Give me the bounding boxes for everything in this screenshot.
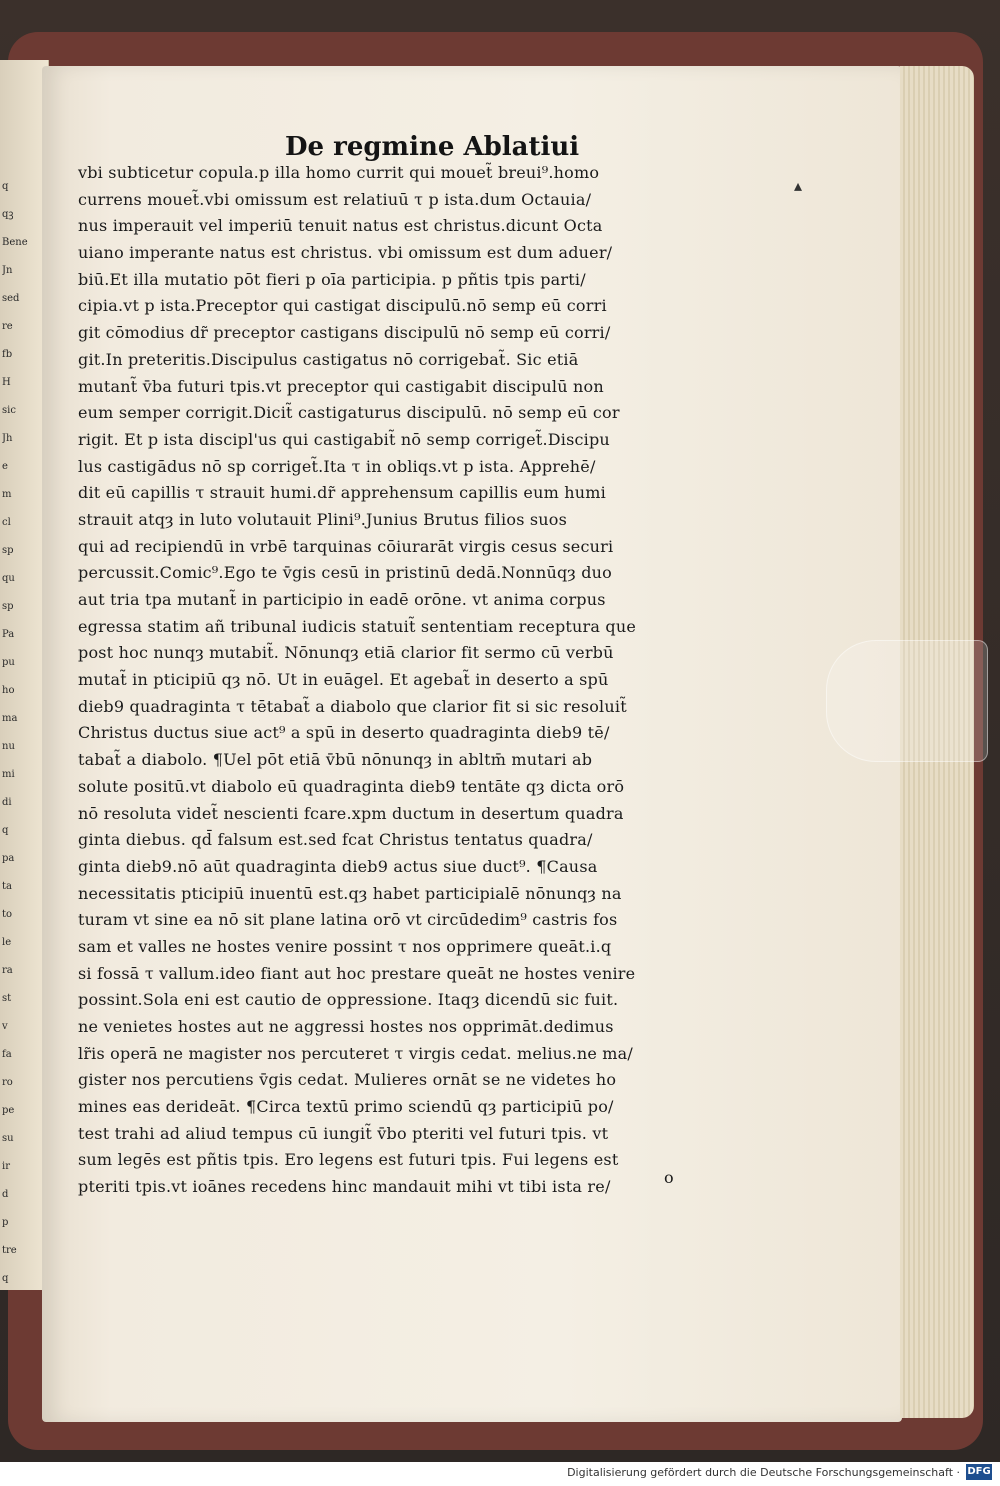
text-line: turam vt sine ea nō sit plane latina orō vt circūdedim⁹ castris fos xyxy=(78,910,618,930)
text-line: pteriti tpis.vt ioānes recedens hinc mandauit mihi vt tibi ista re/ xyxy=(78,1177,611,1197)
left-margin-fragment: re xyxy=(2,321,13,332)
text-line: mines eas derideāt. ¶Circa textū primo sciendū qȝ participiū po/ xyxy=(78,1097,614,1117)
left-margin-fragment: cl xyxy=(2,517,11,528)
body-text xyxy=(78,160,718,1201)
text-line: mutat̃ in pticipiū qȝ nō. Ut in euāgel. Et agebat̃ in deserto a spū xyxy=(78,670,609,690)
text-line: sum legēs est pñtis tpis. Ero legens est futuri tpis. Fui legens est xyxy=(78,1150,619,1170)
left-margin-fragment: sp xyxy=(2,601,14,612)
text-line: egressa statim añ tribunal iudicis statuit̃ sententiam receptura que xyxy=(78,616,637,636)
text-line: qui ad recipiendū in vrbē tarquinas cōiurarāt virgis cesus securi xyxy=(78,536,614,556)
left-margin-fragment: ho xyxy=(2,685,15,696)
left-margin-fragment: fb xyxy=(2,349,13,360)
text-line: cipia.vt p ista.Preceptor qui castigat discipulū.nō semp eū corri xyxy=(78,296,607,316)
left-margin-fragment: di xyxy=(2,797,12,808)
left-margin-fragment: m xyxy=(2,489,12,500)
text-line: ginta dieb9.nō aūt quadraginta dieb9 actus siue duct⁹. ¶Causa xyxy=(78,856,598,876)
text-line: tabat̃ a diabolo. ¶Uel pōt etiā v̄bū nōnunqȝ in abltm̄ mutari ab xyxy=(78,750,593,770)
text-line: si fossā τ vallum.ideo fiant aut hoc prestare queāt ne hostes venire xyxy=(78,963,636,983)
text-line: post hoc nunqȝ mutabit̃. Nōnunqȝ etiā clarior fit sermo cū verbū xyxy=(78,643,614,663)
page-clip xyxy=(826,640,988,762)
left-margin-fragment: ro xyxy=(2,1077,13,1088)
left-margin-fragment: sed xyxy=(2,293,20,304)
left-margin-fragment: tre xyxy=(2,1245,17,1256)
text-line: dieb9 quadraginta τ tētabat̃ a diabolo que clarior fit si sic resoluit̃ xyxy=(78,696,627,716)
text-line: percussit.Comic⁹.Ego te v̄gis cesū in pristinū dedā.Nonnūqȝ duo xyxy=(78,563,613,583)
text-line: aut tria tpa mutant̃ in participio in eadē orōne. vt anima corpus xyxy=(78,590,606,609)
left-margin-fragment: ta xyxy=(2,881,12,892)
text-line: biū.Et illa mutatio pōt fieri p oīa participia. p pñtis tpis parti/ xyxy=(78,269,586,289)
left-margin-fragment: fa xyxy=(2,1049,12,1060)
signature-mark: o xyxy=(664,1168,674,1187)
text-line: lus castigādus nō sp corriget̃.Ita τ in obliqs.vt p ista. Apprehē/ xyxy=(78,456,596,476)
left-margin-fragment: pa xyxy=(2,853,15,864)
left-margin-fragment: le xyxy=(2,937,12,948)
left-margin-fragment: q xyxy=(2,825,9,836)
footer-credit: Digitalisierung gefördert durch die Deutsche Forschungsgemeinschaft · xyxy=(567,1466,960,1479)
text-line: currens mouet̃.vbi omissum est relatiuū τ p ista.dum Octauia/ xyxy=(78,189,592,209)
text-line: nus imperauit vel imperiū tenuit natus est christus.dicunt Octa xyxy=(78,216,603,236)
left-margin-fragment: su xyxy=(2,1133,14,1144)
left-margin-fragment: p xyxy=(2,1217,9,1228)
text-line: solute positū.vt diabolo eū quadraginta dieb9 tentāte qȝ dicta orō xyxy=(78,776,625,796)
left-margin-fragment: Pa xyxy=(2,629,15,640)
left-margin-fragment: st xyxy=(2,993,12,1004)
text-line: Christus ductus siue act⁹ a spū in deserto quadraginta dieb9 tē/ xyxy=(78,723,610,743)
text-line: sam et valles ne hostes venire possint τ nos opprimere queāt.i.q xyxy=(78,936,612,956)
left-margin-fragment: nu xyxy=(2,741,15,752)
text-line: gister nos percutiens v̄gis cedat. Mulieres ornāt se ne videtes ho xyxy=(78,1070,617,1090)
left-margin-fragment: q xyxy=(2,181,9,192)
left-margin-fragment: ir xyxy=(2,1161,10,1172)
text-line: necessitatis pticipiū inuentū est.qȝ habet participialē nōnunqȝ na xyxy=(78,883,622,903)
left-margin-fragment: qꝫ xyxy=(2,209,14,220)
left-margin-fragment: e xyxy=(2,461,8,472)
dfg-logo: DFG xyxy=(966,1464,992,1480)
text-line: ne venietes hostes aut ne aggressi hostes nos opprimāt.dedimus xyxy=(78,1017,614,1036)
left-margin-fragment: pe xyxy=(2,1105,15,1116)
text-line: lr̃is operā ne magister nos percuteret τ virgis cedat. melius.ne ma/ xyxy=(78,1043,634,1063)
left-margin-fragment: Jn xyxy=(2,265,13,276)
text-line: git cōmodius dr̃ preceptor castigans discipulū nō semp eū corri/ xyxy=(78,323,611,343)
text-line: test trahi ad aliud tempus cū iungit̃ v̄bo pteriti vel futuri tpis. vt xyxy=(78,1123,609,1143)
margin-mark: ▴ xyxy=(794,176,803,195)
left-margin-fragment: sp xyxy=(2,545,14,556)
left-margin-fragment: ma xyxy=(2,713,18,724)
left-margin-fragment: d xyxy=(2,1189,9,1200)
left-margin-fragment: pu xyxy=(2,657,15,668)
text-line: strauit atqȝ in luto volutauit Plini⁹.Junius Brutus filios suos xyxy=(78,509,568,529)
left-margin-fragment: v xyxy=(2,1021,8,1032)
text-line: rigit. Et p ista discipl'us qui castigabit̃ nō semp corriget̃.Discipu xyxy=(78,429,610,449)
page-header: De regmine Ablatiui xyxy=(285,132,580,162)
text-line: possint.Sola eni est cautio de oppressione. Itaqȝ dicendū sic fuit. xyxy=(78,990,619,1010)
text-line: git.In preteritis.Discipulus castigatus nō corrigebat̃. Sic etiā xyxy=(78,349,579,369)
left-margin-fragment: Bene xyxy=(2,237,28,248)
left-margin-fragment: qu xyxy=(2,573,15,584)
left-margin-fragment: mi xyxy=(2,769,15,780)
left-margin-fragment: to xyxy=(2,909,13,920)
left-margin-fragment: ra xyxy=(2,965,13,976)
left-margin-fragment: sic xyxy=(2,405,16,416)
text-line: nō resoluta videt̃ nescienti fcare.xpm ductum in desertum quadra xyxy=(78,803,624,823)
text-line: vbi subticetur copula.p illa homo currit qui mouet̃ breui⁹.homo xyxy=(78,163,600,182)
left-margin-fragment: Jh xyxy=(2,433,13,444)
text-line: eum semper corrigit.Dicit̃ castigaturus discipulū. nō semp eū cor xyxy=(78,403,620,423)
text-line: mutant̃ v̄ba futuri tpis.vt preceptor qui castigabit discipulū non xyxy=(78,376,604,396)
left-margin-fragment: q xyxy=(2,1273,9,1284)
text-line: ginta diebus. qd̄ falsum est.sed fcat Christus tentatus quadra/ xyxy=(78,830,593,850)
text-line: uiano imperante natus est christus. vbi omissum est dum aduer/ xyxy=(78,243,613,263)
left-margin-fragment: H xyxy=(2,377,11,388)
text-line: dit eū capillis τ strauit humi.dr̃ apprehensum capillis eum humi xyxy=(78,483,606,503)
